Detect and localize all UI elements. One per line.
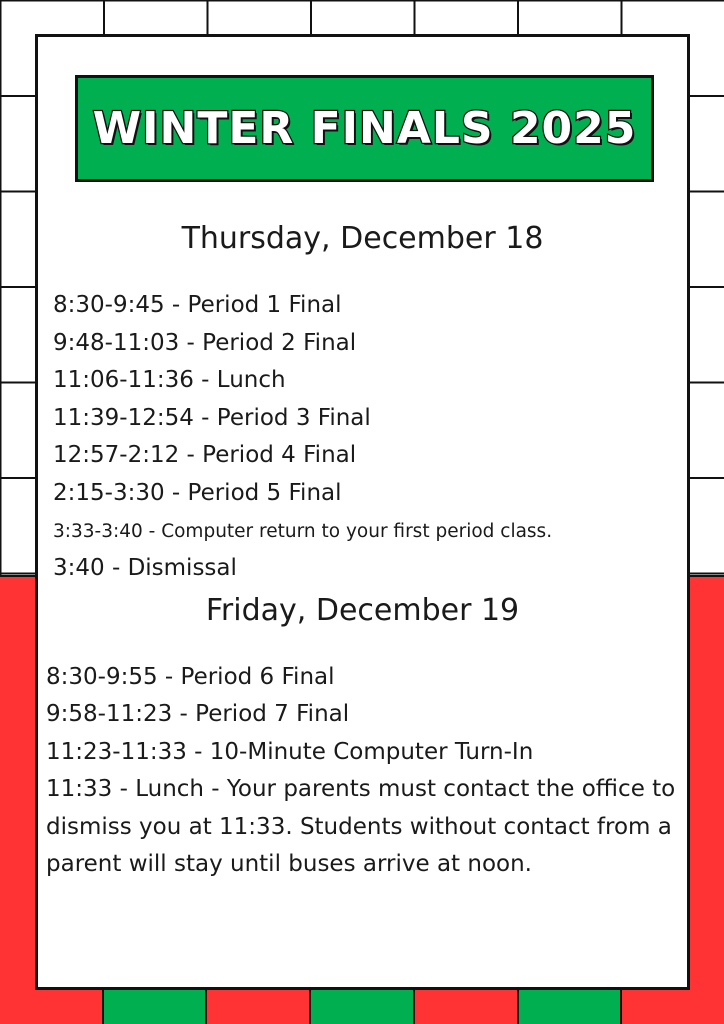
schedule-item: 2:15-3:30 - Period 5 Final — [53, 479, 342, 506]
friday-schedule — [46, 659, 676, 883]
strip-cell — [517, 990, 621, 1024]
schedule-item: 11:23-11:33 - 10-Minute Computer Turn-In — [46, 738, 534, 765]
schedule-card — [35, 34, 690, 990]
title-banner — [75, 75, 654, 182]
schedule-item: 3:40 - Dismissal — [53, 555, 237, 582]
thursday-heading: Thursday, December 18 — [181, 221, 544, 256]
strip-cell — [413, 990, 517, 1024]
friday-heading: Friday, December 19 — [205, 593, 520, 628]
strip-cell — [102, 990, 206, 1024]
page-title: WINTER FINALS 2025 — [92, 103, 637, 154]
schedule-item: 9:58-11:23 - Period 7 Final — [46, 701, 350, 728]
schedule-item: 11:33 - Lunch - Your parents must contact the office to dismiss you at 11:33. Students without contact from a parent will stay until buses arrive at noon. — [46, 776, 676, 878]
strip-cell — [620, 990, 724, 1024]
thursday-schedule — [53, 287, 552, 588]
schedule-item: 8:30-9:45 - Period 1 Final — [53, 292, 342, 318]
strip-cell — [309, 990, 413, 1024]
schedule-item: 3:33-3:40 - Computer return to your first period class. — [53, 520, 553, 542]
schedule-item: 11:39-12:54 - Period 3 Final — [53, 404, 371, 431]
schedule-item: 11:06-11:36 - Lunch — [53, 367, 286, 394]
bottom-color-strip — [0, 990, 724, 1024]
schedule-item: 8:30-9:55 - Period 6 Final — [46, 664, 335, 690]
schedule-item: 9:48-11:03 - Period 2 Final — [53, 329, 357, 356]
strip-cell — [205, 990, 309, 1024]
schedule-item: 12:57-2:12 - Period 4 Final — [53, 442, 357, 469]
strip-cell — [0, 990, 102, 1024]
